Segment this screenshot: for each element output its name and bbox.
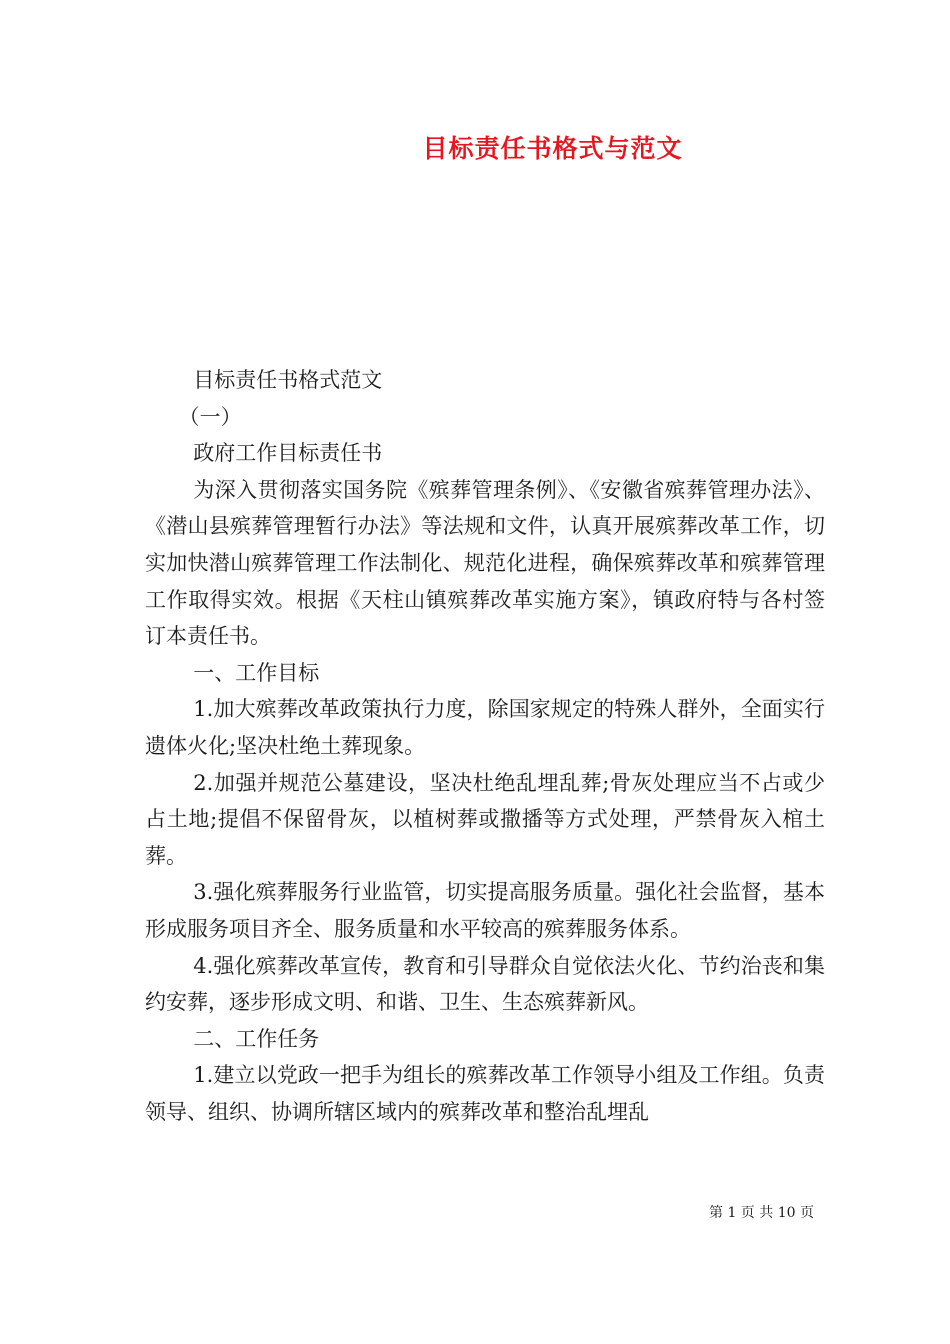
goal-item-3: 3.强化殡葬服务行业监管，切实提高服务质量。强化社会监督，基本形成服务项目齐全、服务质量和水平较高的殡葬服务体系。 (145, 880, 825, 941)
goal-item-4: 4.强化殡葬改革宣传，教育和引导群众自觉依法火化、节约治丧和集约安葬，逐步形成文明、和谐、卫生、生态殡葬新风。 (145, 953, 825, 1015)
goal-item-1: 1.加大殡葬改革政策执行力度，除国家规定的特殊人群外，全面实行遗体火化;坚决杜绝土葬现象。 (145, 697, 825, 758)
document-subtitle: 政府工作目标责任书 (193, 441, 383, 466)
document-body (145, 362, 825, 1130)
task-item-1: 1.建立以党政一把手为组长的殡葬改革工作领导小组及工作组。负责领导、组织、协调所辖区域内的殡葬改革和整治乱埋乱 (145, 1063, 825, 1124)
page-number: 第 1 页 共 10 页 (709, 1205, 814, 1221)
goal-item-2: 2.加强并规范公墓建设，坚决杜绝乱埋乱葬;骨灰处理应当不占或少占土地;提倡不保留骨灰，以植树葬或撒播等方式处理，严禁骨灰入棺土葬。 (145, 770, 825, 868)
intro-paragraph: 为深入贯彻落实国务院《殡葬管理条例》、《安徽省殡葬管理办法》、《潜山县殡葬管理暂行办法》等法规和文件，认真开展殡葬改革工作，切实加快潜山殡葬管理工作法制化、规范化进程，确保殡葬改革和殡葬管理工作取得实效。根据《天柱山镇殡葬改革实施方案》，镇政府特与各村签订本责任书。 (145, 477, 825, 649)
section-heading: 目标责任书格式范文 (193, 368, 383, 392)
section-number: （一） (178, 404, 242, 429)
document-title: 目标责任书格式与范文 (422, 134, 683, 163)
heading-work-tasks: 二、工作任务 (193, 1026, 320, 1051)
heading-work-goals: 一、工作目标 (193, 660, 320, 685)
